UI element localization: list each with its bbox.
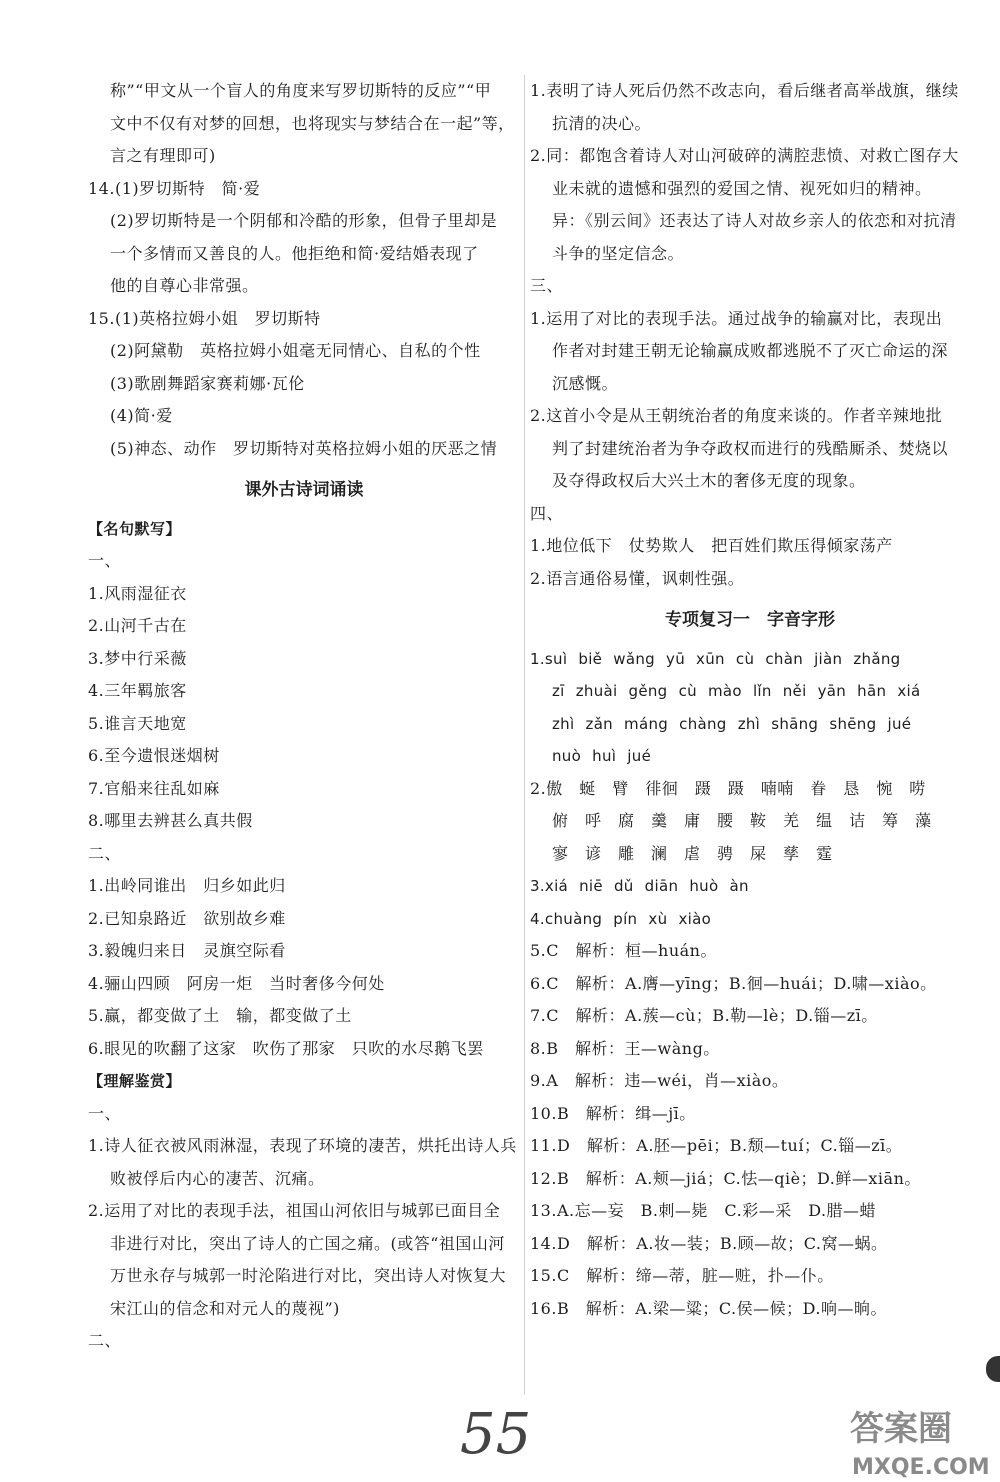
text-line: 及夺得政权后大兴土木的奢侈无度的现象。 <box>552 471 866 490</box>
text-line: 16.B 解析：A.梁—粱；C.侯—候；D.响—晌。 <box>530 1298 887 1318</box>
text-line: (2)罗切斯特是一个阴郁和冷酷的形象，但骨子里却是 <box>110 211 498 230</box>
text-line: 言之有理即可) <box>110 146 216 165</box>
text-line: 8.哪里去辨甚么真共假 <box>88 811 253 830</box>
text-line: 斗争的坚定信念。 <box>552 243 685 263</box>
text-line: 二、 <box>88 843 122 863</box>
text-line: 作者对封建王朝无论输赢成败都逃脱不了灭亡命运的深 <box>552 341 949 360</box>
text-line: 15.C 解析：缔—蒂，脏—赃，扑—仆。 <box>530 1266 834 1285</box>
text-line: 4.chuàng pín xù xiào <box>530 909 712 928</box>
text-line: 3.梦中行采薇 <box>88 648 187 668</box>
section-title: 专项复习一 字音字形 <box>665 609 835 630</box>
text-line: 万世永存与城郭一时沦陷进行对比，突出诗人对恢复大 <box>110 1266 507 1285</box>
text-line: 败被俘后内心的凄苦、沉痛。 <box>110 1168 325 1188</box>
text-line: 2.傲 蜒 臂 徘徊 蹑 蹑 喃喃 眷 恳 惋 唠 <box>530 778 926 798</box>
text-line: 判了封建统治者为争夺政权而进行的残酷厮杀、焚烧以 <box>552 438 949 458</box>
text-line: 二、 <box>88 1331 122 1350</box>
text-line: (2)阿黛勒 英格拉姆小姐毫无同情心、自私的个性 <box>110 341 481 360</box>
right-column <box>530 80 970 1330</box>
text-line: 一个多情而又善良的人。他拒绝和简·爱结婚表现了 <box>110 243 479 263</box>
text-line: 15.(1)英格拉姆小姐 罗切斯特 <box>88 308 321 328</box>
text-line: 4.骊山四顾 阿房一炬 当时奢侈今何处 <box>88 973 385 993</box>
watermark-title: 答案圈 <box>850 1409 952 1449</box>
text-line: zī zhuài gěng cù mào lǐn něi yān hān xiá <box>552 682 921 700</box>
text-line: 1.风雨湿征衣 <box>88 583 187 603</box>
text-line: 1.表明了诗人死后仍然不改志向，看后继者高举战旗，继续 <box>530 81 959 100</box>
text-line: 5.C 解析：桓—huán。 <box>530 941 717 960</box>
page-corner-tab <box>986 1356 1000 1382</box>
watermark-url: MXQE.COM <box>852 1455 990 1480</box>
text-line: 10.B 解析：缉—jī。 <box>530 1103 696 1123</box>
text-line: 文中不仅有对梦的回想，也将现实与梦结合在一起”等， <box>110 113 515 133</box>
text-line: 1.地位低下 仗势欺人 把百姓们欺压得倾家荡产 <box>530 536 893 555</box>
text-line: (3)歌剧舞蹈家赛莉娜·瓦伦 <box>110 373 305 393</box>
text-line: 4.三年羁旅客 <box>88 681 187 700</box>
text-line: (5)神态、动作 罗切斯特对英格拉姆小姐的厌恶之情 <box>110 438 498 458</box>
text-line: 四、 <box>530 503 564 523</box>
text-line: 2.山河千古在 <box>88 616 187 635</box>
text-line: 2.运用了对比的表现手法，祖国山河依旧与城郭已面目全 <box>88 1201 501 1220</box>
text-line: 1.suì biě wǎng yū xūn cù chàn jiàn zhǎng <box>530 649 901 668</box>
text-line: 6.眼见的吹翻了这家 吹伤了那家 只吹的水尽鹅飞罢 <box>88 1038 484 1058</box>
column-divider <box>524 75 525 1395</box>
text-line: 三、 <box>530 276 564 295</box>
text-line: 1.运用了对比的表现手法。通过战争的输赢对比，表现出 <box>530 308 943 328</box>
text-line: nuò huì jué <box>552 747 652 765</box>
text-line: 宋江山的信念和对元人的蔑视”) <box>110 1298 340 1318</box>
text-line: 1.出岭同谁出 归乡如此归 <box>88 876 286 895</box>
text-line: 9.A 解析：违—wéi，肖—xiào。 <box>530 1071 789 1090</box>
text-line: 13.A.忘—妄 B.刺—毙 C.彩—采 D.腊—蜡 <box>530 1201 877 1220</box>
handwritten-page-number: 55 <box>460 1402 532 1467</box>
text-line: zhì zǎn máng chàng zhì shāng shēng jué <box>552 714 912 733</box>
text-line: 异：《别云间》还表达了诗人对故乡亲人的依恋和对抗清 <box>552 211 957 230</box>
text-line: 3.xiá niē dǔ diān huò àn <box>530 877 749 895</box>
text-line: 寥 谚 雕 澜 虐 骋 屎 孳 霆 <box>552 843 833 863</box>
text-line: 6.C 解析：A.膺—yīng；B.徊—huái；D.啸—xiào。 <box>530 973 937 993</box>
text-line: 3.毅魄归来日 灵旗空际看 <box>88 941 286 960</box>
text-line: 5.赢，都变做了土 输，都变做了土 <box>88 1006 352 1025</box>
text-line: 14.(1)罗切斯特 简·爱 <box>88 178 261 198</box>
text-line: 2.同：都饱含着诗人对山河破碎的满腔悲愤、对救亡图存大 <box>530 146 959 165</box>
text-line: 俯 呼 腐 羹 庸 腰 鞍 羌 缊 诘 筹 藻 <box>552 811 932 830</box>
text-line: 2.这首小令是从王朝统治者的角度来谈的。作者辛辣地批 <box>530 406 943 425</box>
text-line: 一、 <box>88 1103 122 1123</box>
text-line: 6.至今遗恨迷烟树 <box>88 746 220 765</box>
text-line: 称”“甲文从一个盲人的角度来写罗切斯特的反应”“甲 <box>110 81 492 100</box>
text-line: 5.谁言天地宽 <box>88 713 187 733</box>
left-column <box>88 80 520 1363</box>
text-line: 12.B 解析：A.颊—jiá；C.怯—qiè；D.鲜—xiān。 <box>530 1168 921 1188</box>
text-line: 11.D 解析：A.胚—pēi；B.颓—tuí；C.锱—zī。 <box>530 1136 903 1155</box>
text-line: 7.官船来往乱如麻 <box>88 778 220 798</box>
text-line: 2.已知泉路近 欲别故乡难 <box>88 908 286 928</box>
text-line: 一、 <box>88 551 122 570</box>
section-heading: 【理解鉴赏】 <box>88 1072 182 1090</box>
text-line: 8.B 解析：王—wàng。 <box>530 1038 720 1058</box>
text-line: 14.D 解析：A.妆—装；B.顾—故；C.窝—蜗。 <box>530 1233 888 1253</box>
text-line: 他的自尊心非常强。 <box>110 276 259 295</box>
section-title: 课外古诗词诵读 <box>244 479 364 500</box>
text-line: (4)简·爱 <box>110 406 173 425</box>
text-line: 业未就的遗憾和强烈的爱国之情、视死如归的精神。 <box>552 178 932 198</box>
section-heading: 【名句默写】 <box>88 519 182 538</box>
text-line: 1.诗人征衣被风雨淋湿，表现了环境的凄苦，烘托出诗人兵 <box>88 1136 517 1155</box>
watermark-logo <box>838 1402 1000 1482</box>
text-line: 7.C 解析：A.蔟—cù；B.勒—lè；D.锱—zī。 <box>530 1006 878 1025</box>
text-line: 抗清的决心。 <box>552 113 652 133</box>
text-line: 非进行对比，突出了诗人的亡国之痛。(或答“祖国山河 <box>110 1233 505 1253</box>
text-line: 沉感慨。 <box>552 373 619 393</box>
text-line: 2.语言通俗易懂，讽刺性强。 <box>530 568 745 588</box>
